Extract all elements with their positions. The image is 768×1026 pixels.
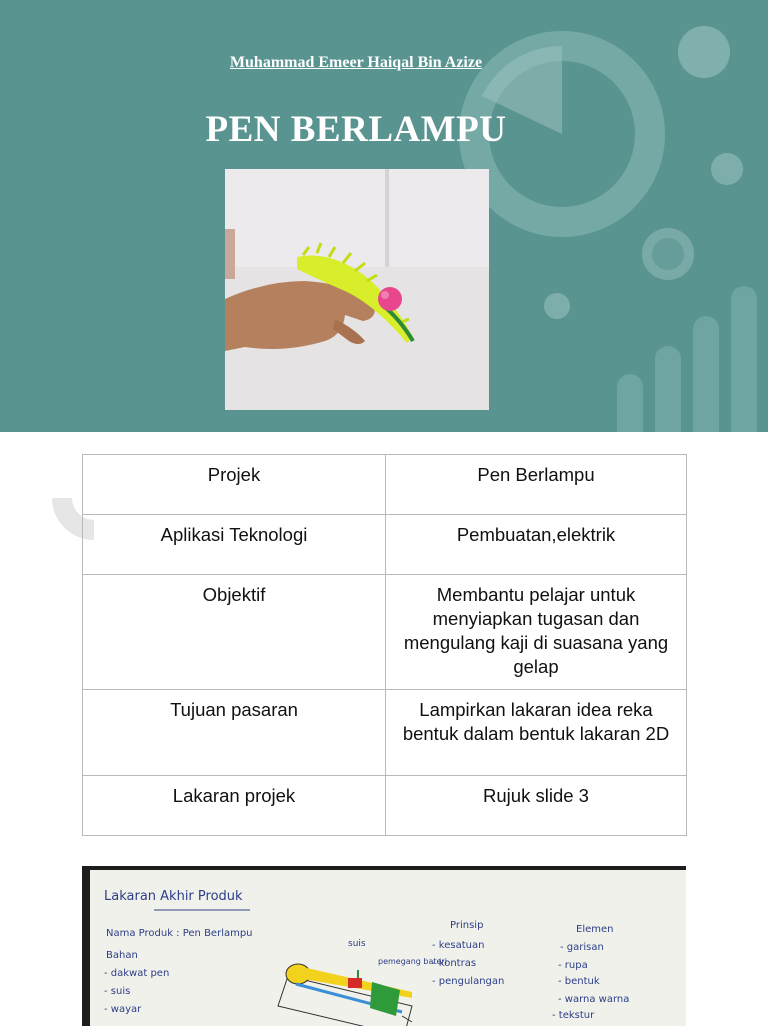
sketch-element-item: - rupa <box>558 960 588 971</box>
sketch-heading: Lakaran Akhir Produk <box>104 889 243 904</box>
table-cell-label: Lakaran projek <box>83 776 386 836</box>
sketch-material-item: - wayar <box>104 1004 142 1015</box>
sketch-paper <box>82 866 686 1026</box>
deco-circle <box>711 153 743 185</box>
table-row <box>83 690 687 776</box>
table-cell-value: Lampirkan lakaran idea reka bentuk dalam bentuk lakaran 2D <box>386 690 687 776</box>
table-row <box>83 515 687 575</box>
table-cell-label: Aplikasi Teknologi <box>83 515 386 575</box>
deco-bar <box>655 346 681 432</box>
table-row <box>83 575 687 690</box>
table-cell-label: Projek <box>83 455 386 515</box>
table-cell-value: Membantu pelajar untuk menyiapkan tugasan dan mengulang kaji di suasana yang gelap <box>386 575 687 690</box>
sketch-material-item: - dakwat pen <box>104 968 170 979</box>
sketch-material-item: - suis <box>104 986 131 997</box>
sketch-principles-label: Prinsip <box>450 920 484 931</box>
sketch-element-item: - bentuk <box>558 976 600 987</box>
table-cell-label: Objektif <box>83 575 386 690</box>
deco-bar <box>617 374 643 432</box>
table-cell-value: Pembuatan,elektrik <box>386 515 687 575</box>
sketch-principle-item: - pengulangan <box>432 976 505 987</box>
final-sketch-photo <box>82 866 686 1026</box>
deco-circle-inner <box>652 238 684 270</box>
sketch-part-label: suis <box>348 939 366 949</box>
table-cell-label: Tujuan pasaran <box>83 690 386 776</box>
project-info-table <box>82 454 687 836</box>
page-title: PEN BERLAMPU <box>205 109 507 150</box>
table-row <box>83 776 687 836</box>
cover-slide <box>0 0 768 432</box>
sketch-elements-label: Elemen <box>576 924 614 935</box>
sketch-principle-item: - kesatuan <box>432 940 485 951</box>
pen-pink-tip <box>378 287 402 311</box>
sketch-element-item: - garisan <box>560 942 604 953</box>
deco-bar <box>693 316 719 432</box>
sketch-part-label: pemegang bateri <box>378 957 447 966</box>
photo-illustration <box>225 169 489 410</box>
sketch-element-item: - warna warna <box>558 994 630 1005</box>
deco-circle <box>544 293 570 319</box>
sketch-product-name: Nama Produk : Pen Berlampu <box>106 928 253 939</box>
sketch-materials-label: Bahan <box>106 950 138 961</box>
deco-bar <box>731 286 757 432</box>
sketch-principle-item: - kontras <box>432 958 477 969</box>
table-row <box>83 455 687 515</box>
table-cell-value: Rujuk slide 3 <box>386 776 687 836</box>
author-name: Muhammad Emeer Haiqal Bin Azize <box>229 54 483 71</box>
sketch-element-item: - tekstur <box>552 1010 595 1021</box>
product-photo <box>225 169 489 410</box>
table-cell-value: Pen Berlampu <box>386 455 687 515</box>
